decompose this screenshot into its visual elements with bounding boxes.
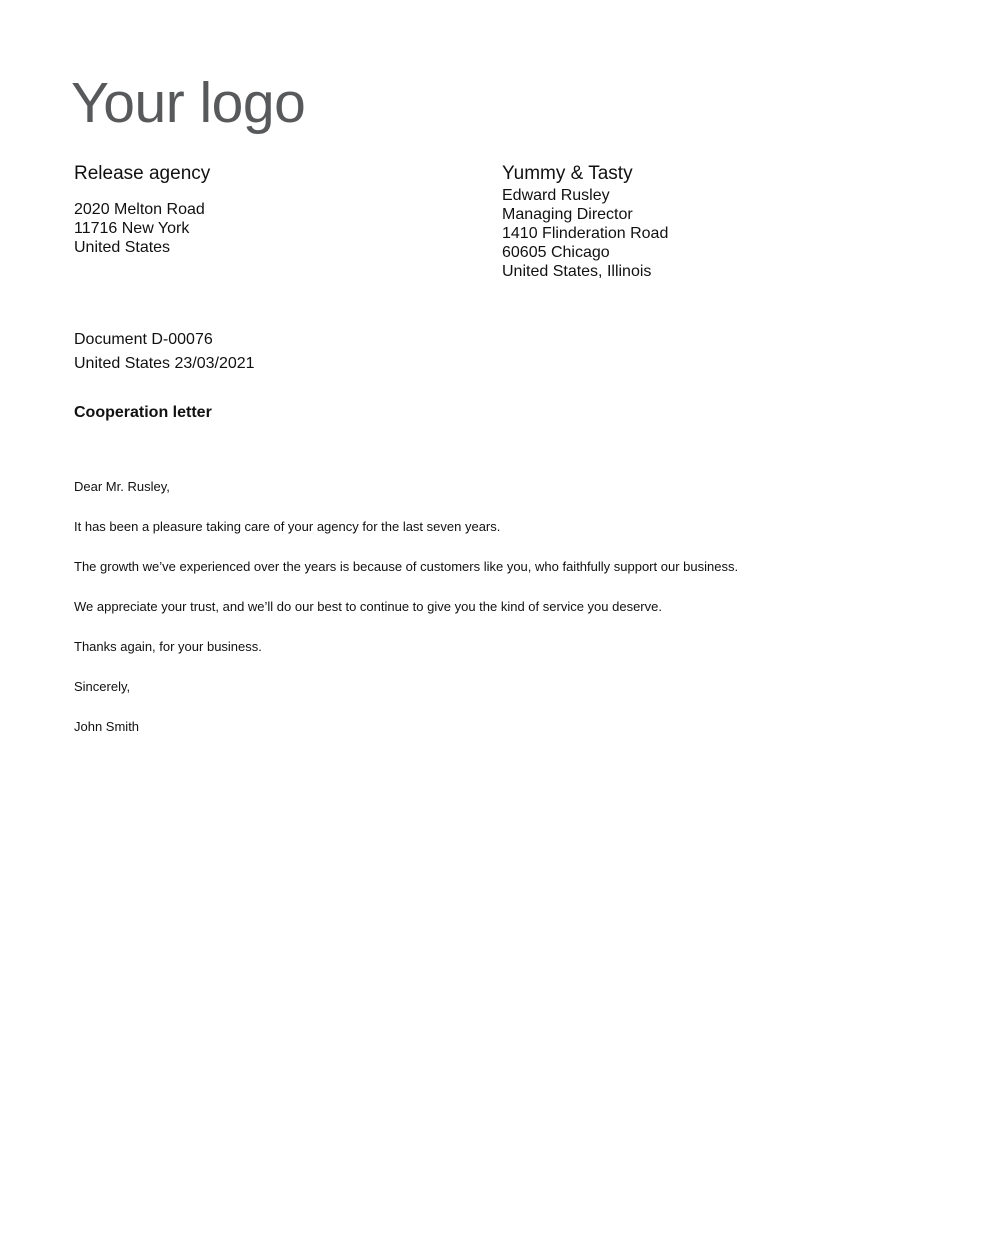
sender-block: [74, 161, 454, 257]
sender-address-line: 2020 Melton Road: [74, 201, 205, 218]
company-logo: Your logo: [71, 71, 306, 135]
letter-subject: Cooperation letter: [74, 404, 212, 421]
recipient-block: [502, 161, 942, 281]
document-number: Document D-00076: [74, 331, 213, 348]
recipient-address-line: United States, Illinois: [502, 263, 652, 280]
sender-name: Release agency: [74, 163, 211, 184]
recipient-address-line: Managing Director: [502, 206, 633, 223]
letter-paragraph: Thanks again, for your business.: [74, 639, 262, 654]
recipient-company: Yummy & Tasty: [502, 163, 633, 184]
sender-address: [74, 200, 454, 257]
document-place-date: United States 23/03/2021: [74, 355, 255, 372]
recipient-address: [502, 186, 942, 281]
letter-body: [74, 478, 934, 758]
document-meta: [74, 328, 255, 376]
letter-greeting: Dear Mr. Rusley,: [74, 479, 170, 494]
letter-paragraph: We appreciate your trust, and we’ll do our best to continue to give you the kind of service you deserve.: [74, 599, 662, 614]
letter-paragraph: It has been a pleasure taking care of your agency for the last seven years.: [74, 519, 501, 534]
recipient-address-line: 60605 Chicago: [502, 244, 610, 261]
letter-signature: John Smith: [74, 719, 140, 734]
letter-paragraph: The growth we’ve experienced over the years is because of customers like you, who faithfully support our business.: [74, 559, 739, 574]
sender-address-line: 11716 New York: [74, 220, 190, 237]
letter-closing: Sincerely,: [74, 679, 131, 694]
sender-address-line: United States: [74, 239, 171, 256]
recipient-address-line: Edward Rusley: [502, 187, 610, 204]
recipient-address-line: 1410 Flinderation Road: [502, 225, 669, 242]
